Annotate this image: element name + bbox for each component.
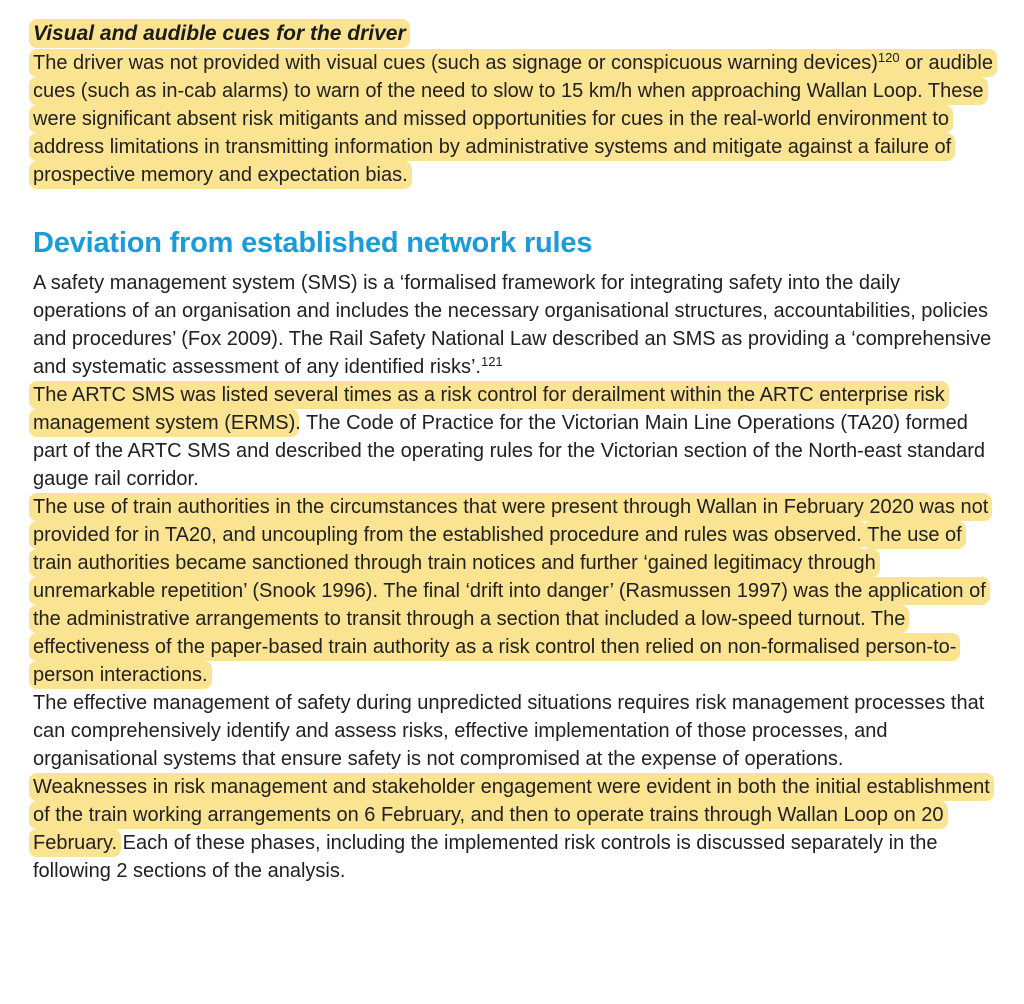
highlighted-text: The ARTC SMS was listed several times as a risk control for derailment within the ARTC enterprise risk management system (ERMS) bbox=[29, 381, 949, 437]
highlighted-text bbox=[29, 49, 997, 189]
paragraph-text: . The Code of Practice for the Victorian Main Line Operations (TA20) formed part of the ARTC SMS and described the operating rules for the Victorian section of the North-east standard gauge rail corridor. bbox=[33, 412, 986, 490]
footnote-ref-121: 121 bbox=[480, 354, 503, 369]
paragraph-artc-sms bbox=[33, 381, 993, 493]
paragraph-text: A safety management system (SMS) is a ‘formalised framework for integrating safety into the daily operations of an organisation and includes the necessary organisational structures, accountabilities, policies and procedures’ (Fox 2009). The Rail Safety National Law described an SMS as providing a ‘comprehensive and systematic assessment of any identified risks’. bbox=[33, 272, 992, 378]
paragraph-text: or audible cues (such as in-cab alarms) to warn of the need to slow to 15 km/h when approaching Wallan Loop. These were significant absent risk mitigants and missed opportunities for cues in the real-world environment to address limitations in transmitting information by administrative systems and mitigate against a failure of prospective memory and expectation bias. bbox=[33, 52, 993, 186]
paragraph-train-authorities bbox=[33, 493, 993, 689]
section-heading-deviation: Deviation from established network rules bbox=[33, 227, 593, 259]
paragraph-text: The driver was not provided with visual cues (such as signage or conspicuous warning devices) bbox=[33, 52, 878, 74]
highlighted-subheading-text: Visual and audible cues for the driver bbox=[29, 19, 410, 48]
paragraph-sms-definition bbox=[33, 269, 993, 381]
subheading-visual-audible-cues bbox=[33, 19, 993, 49]
footnote-ref-120: 120 bbox=[877, 50, 900, 65]
paragraph-text: Each of these phases, including the implemented risk controls is discussed separately in the following 2 sections of the analysis. bbox=[33, 832, 938, 882]
highlighted-text: Weaknesses in risk management and stakeholder engagement were evident in both the initial establishment of the train working arrangements on 6 February, and then to operate trains through Wallan Loop on 20 February. bbox=[29, 773, 994, 857]
paragraph-driver-cues bbox=[33, 49, 993, 189]
highlighted-text: The use of train authorities in the circumstances that were present through Wallan in February 2020 was not provided for in TA20, and uncoupling from the established procedure and rules was observed. bbox=[29, 493, 992, 549]
paragraph-weaknesses bbox=[33, 773, 993, 885]
highlighted-text: The use of train authorities became sanctioned through train notices and further ‘gained legitimacy through unremarkable repetition’ (Snook 1996). The final ‘drift into danger’ (Rasmussen 1997) was the application of the administrative arrangements to transit through a section that included a low-speed turnout. The effectiveness of the paper-based train authority as a risk control then relied on non-formalised person-to-person interactions. bbox=[29, 521, 990, 689]
paragraph-effective-management: The effective management of safety during unpredicted situations requires risk management processes that can comprehensively identify and assess risks, effective implementation of those processes, and organisational systems that ensure safety is not compromised at the expense of operations. bbox=[33, 692, 985, 770]
